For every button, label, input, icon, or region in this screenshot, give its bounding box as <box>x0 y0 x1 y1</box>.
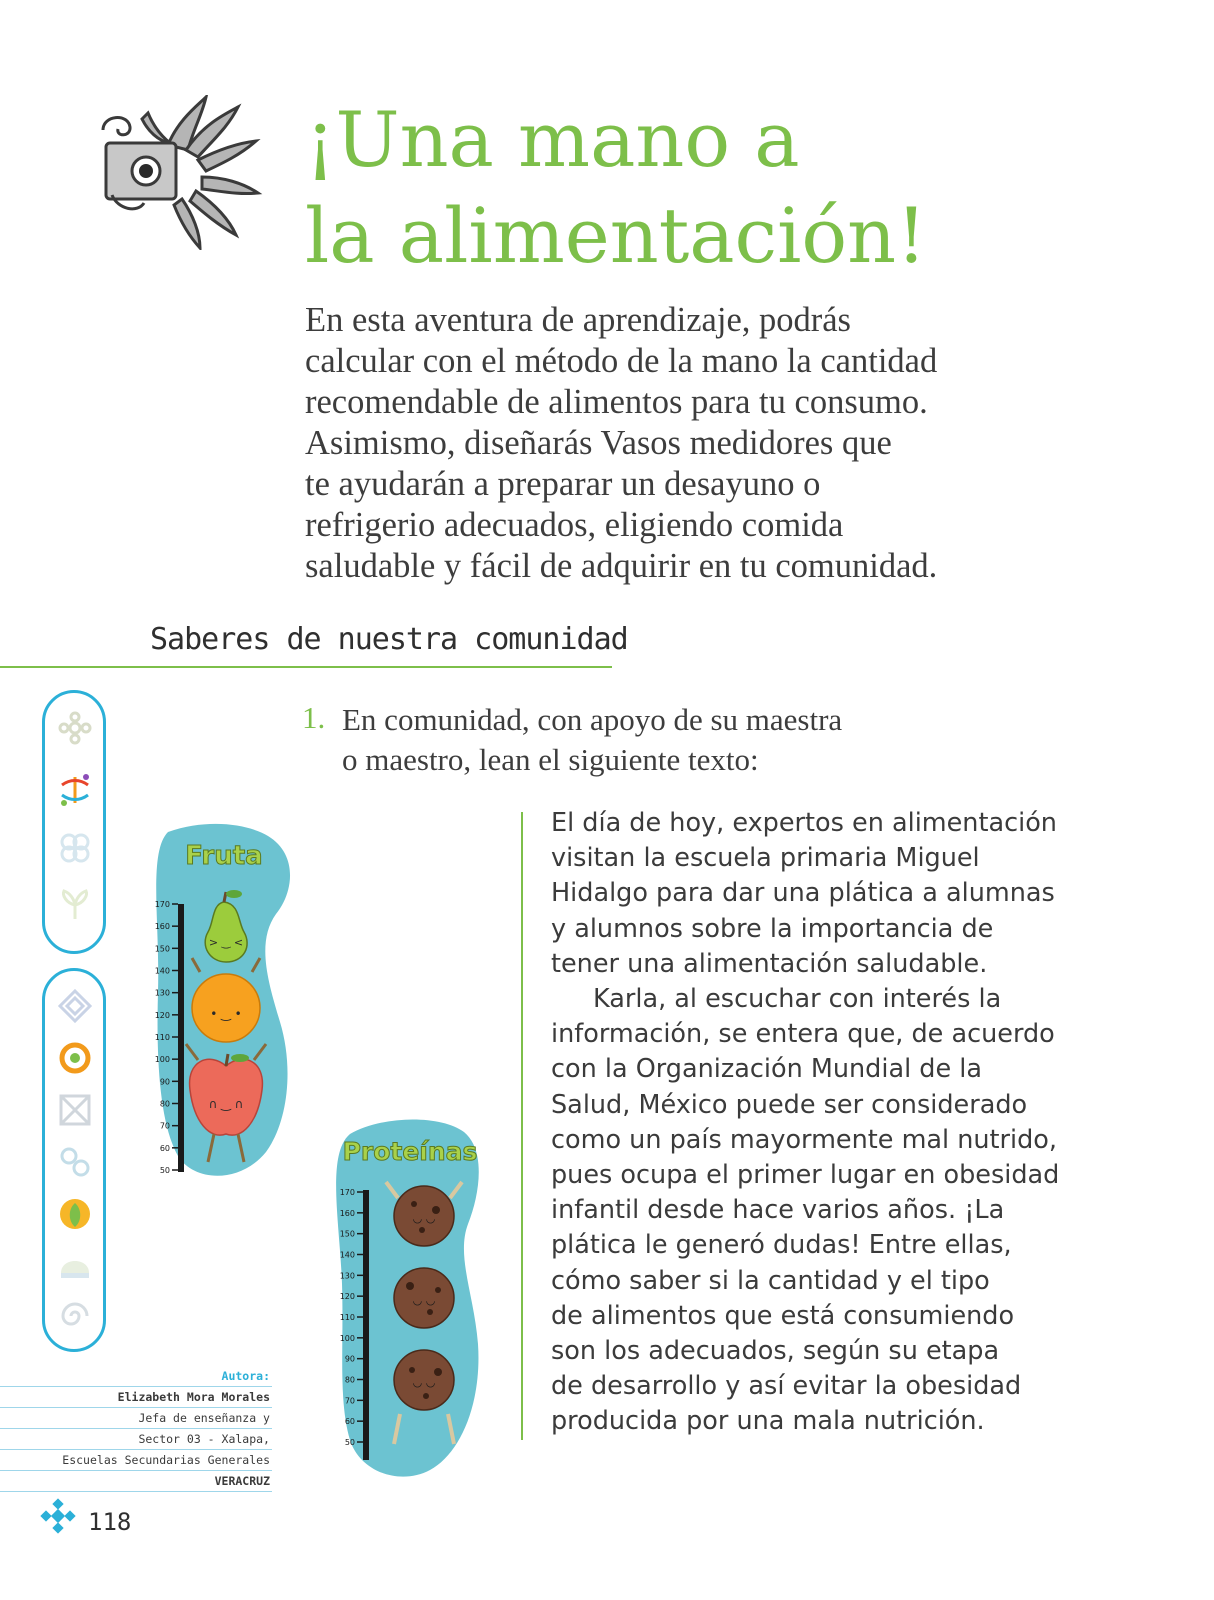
fruit-height-chart <box>148 822 300 1187</box>
section-heading: Saberes de nuestra comunidad <box>150 622 628 657</box>
page-emblem-icon <box>40 1498 76 1534</box>
scale-tick-label: 50 <box>159 1166 170 1175</box>
ring-icon <box>58 1041 92 1075</box>
scale-tick-label: 120 <box>154 1010 170 1020</box>
reading-rule <box>521 812 523 1440</box>
protein-height-chart <box>330 1114 486 1482</box>
scale-tick-label: 160 <box>339 1208 355 1218</box>
chain-icon <box>58 1145 92 1179</box>
leaf-figure-icon <box>58 889 92 923</box>
svg-text:• ‿ •: • ‿ • <box>210 1007 242 1021</box>
scale-tick-label: 100 <box>339 1333 355 1343</box>
reading-line: Hidalgo para dar una plática a alumnas <box>551 878 1055 909</box>
reading-line: información, se entera que, de acuerdo <box>551 1019 1055 1050</box>
scale-tick-label: 100 <box>154 1055 170 1065</box>
instruction-text <box>342 700 842 780</box>
reading-line: y alumnos sobre la importancia de <box>551 913 994 944</box>
scale-tick-label: 60 <box>159 1143 170 1153</box>
reading-line: como un país mayormente mal nutrido, <box>551 1124 1058 1155</box>
intro-line: En esta aventura de aprendizaje, podrás <box>305 301 851 339</box>
fruit-chart-label: Fruta <box>185 841 263 871</box>
reading-line: Salud, México puede ser considerado <box>551 1089 1028 1120</box>
reading-line: infantil desde hace varios años. ¡La <box>551 1195 1005 1226</box>
intro-line: recomendable de alimentos para tu consumo. <box>305 383 928 421</box>
scale-tick-label: 140 <box>154 966 170 976</box>
title-line-1: ¡Una mano a <box>305 95 800 184</box>
svg-text:◡ ◡: ◡ ◡ <box>412 1212 436 1225</box>
svg-text:∩ ‿ ∩: ∩ ‿ ∩ <box>208 1097 244 1111</box>
reading-line: El día de hoy, expertos en alimentación <box>551 808 1057 838</box>
instruction-line: o maestro, lean el siguiente texto: <box>342 742 759 777</box>
lotus-icon <box>58 1197 92 1231</box>
diamond-icon <box>58 989 92 1023</box>
scale-tick-label: 70 <box>159 1121 170 1131</box>
intro-paragraph <box>305 300 1125 587</box>
author-role-line: Sector 03 - Xalapa, <box>0 1429 272 1450</box>
reading-line: Karla, al escuchar con interés la <box>593 984 1002 1015</box>
scale-tick-label: 90 <box>159 1077 170 1087</box>
author-state: VERACRUZ <box>0 1471 272 1492</box>
reading-line: plática le generó dudas! Entre ellas, <box>551 1230 1012 1261</box>
protein-chart-label: Proteínas <box>342 1137 478 1166</box>
author-label: Autora: <box>0 1366 272 1387</box>
svg-text:> ‿ <: > ‿ < <box>208 936 244 949</box>
reading-line: visitan la escuela primaria Miguel <box>551 843 980 874</box>
reading-text <box>551 806 1111 1440</box>
author-credits <box>0 1366 272 1492</box>
reading-line: producida por una mala nutrición. <box>551 1406 985 1437</box>
reading-line: con la Organización Mundial de la <box>551 1054 982 1085</box>
scale-tick-label: 150 <box>339 1229 355 1239</box>
instruction-number: 1. <box>302 700 326 735</box>
scale-tick-label: 70 <box>344 1396 355 1406</box>
title-line-2: la alimentación! <box>305 191 927 280</box>
scale-tick-label: 130 <box>339 1271 355 1281</box>
flower-icon <box>58 711 92 745</box>
scale-tick-label: 130 <box>154 988 170 998</box>
intro-line: te ayudarán a preparar un desayuno o <box>305 465 821 503</box>
scale-tick-label: 150 <box>154 944 170 954</box>
scale-tick-label: 50 <box>344 1438 355 1447</box>
sidebar-pill-bottom <box>42 968 106 1352</box>
reading-line: tener una alimentación saludable. <box>551 948 988 979</box>
scale-tick-label: 170 <box>154 900 170 909</box>
author-role-line: Escuelas Secundarias Generales <box>0 1450 272 1471</box>
reading-line: pues ocupa el primer lugar en obesidad <box>551 1160 1060 1191</box>
scale-tick-label: 170 <box>339 1188 355 1197</box>
sidebar-pill-top <box>42 690 106 954</box>
instruction-line: En comunidad, con apoyo de su maestra <box>342 702 843 737</box>
page-number: 118 <box>88 1508 132 1536</box>
scale-tick-label: 110 <box>339 1313 355 1322</box>
scale-tick-label: 120 <box>339 1292 355 1302</box>
reading-line: de alimentos que está consumiendo <box>551 1300 1015 1331</box>
knot-icon <box>58 831 92 865</box>
intro-line: saludable y fácil de adquirir en tu comunidad. <box>305 547 938 585</box>
reading-line: son los adecuados, según su etapa <box>551 1336 1000 1367</box>
scale-tick-label: 90 <box>344 1354 355 1364</box>
scale-tick-label: 80 <box>159 1099 170 1109</box>
svg-text:◡ ◡: ◡ ◡ <box>412 1294 436 1307</box>
intro-line: refrigerio adecuados, eligiendo comida <box>305 506 844 544</box>
scale-tick-label: 80 <box>344 1375 355 1385</box>
section-divider <box>0 666 612 668</box>
swirl-icon <box>58 1299 92 1333</box>
reading-line: de desarrollo y así evitar la obesidad <box>551 1371 1022 1402</box>
scale-tick-label: 110 <box>154 1033 170 1042</box>
scale-tick-label: 60 <box>344 1417 355 1427</box>
serpent-glyph-icon <box>98 95 263 250</box>
square-pattern-icon <box>58 1093 92 1127</box>
reading-line: cómo saber si la cantidad y el tipo <box>551 1265 990 1296</box>
dome-icon <box>58 1249 92 1283</box>
author-role-line: Jefa de enseñanza y <box>0 1408 272 1429</box>
scale-tick-label: 140 <box>339 1250 355 1260</box>
author-name: Elizabeth Mora Morales <box>0 1387 272 1408</box>
svg-text:◡ ◡: ◡ ◡ <box>412 1376 436 1389</box>
intro-line: calcular con el método de la mano la cantidad <box>305 342 938 380</box>
scale-tick-label: 160 <box>154 922 170 932</box>
spiral-figure-icon <box>58 773 92 807</box>
intro-line: Asimismo, diseñarás Vasos medidores que <box>305 424 892 462</box>
page-title <box>305 92 1165 284</box>
